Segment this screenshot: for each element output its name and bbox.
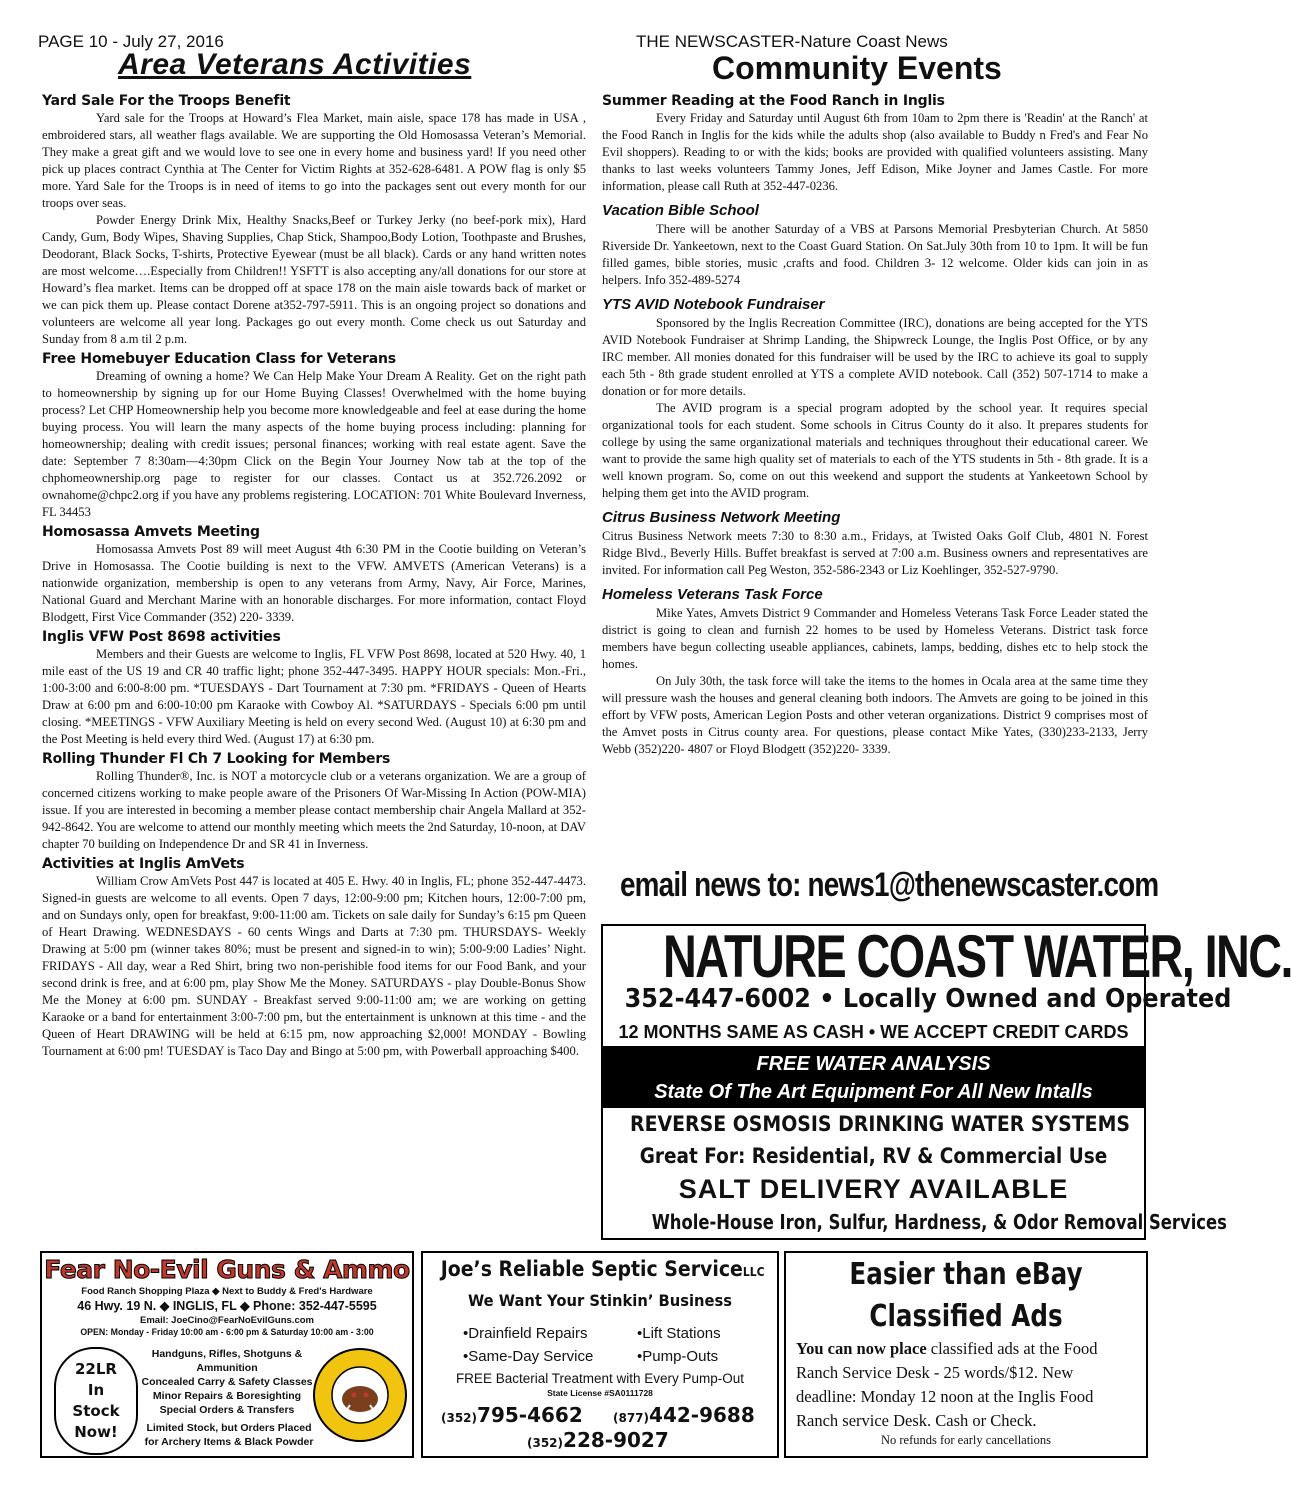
ad-subtitle: Classified Ads <box>869 1299 1063 1334</box>
ad-financing: 12 MONTHS SAME AS CASH • WE ACCEPT CREDIT CARDS <box>618 1022 1129 1042</box>
phone-digits: 442-9688 <box>649 1403 755 1427</box>
archery-note <box>134 1421 324 1449</box>
ad-uses: Great For: Residential, RV & Commercial Use <box>639 1144 1108 1168</box>
service-item: •Same-Day Service <box>463 1348 594 1365</box>
phone-digits: 795-4662 <box>477 1403 583 1427</box>
badge-line: Stock <box>72 1402 120 1420</box>
phone-number[interactable] <box>441 1403 583 1427</box>
article-title: Rolling Thunder Fl Ch 7 Looking for Members <box>42 751 391 767</box>
ad-removal-services: Whole-House Iron, Sulfur, Hardness, & Odor Removal Services <box>651 1210 1227 1234</box>
badge-line: In <box>87 1381 105 1399</box>
ad-black-band <box>603 1046 1144 1108</box>
article-paragraph: Every Friday and Saturday until August 6th from 10am to 2pm there is 'Readin' at the Ranch' at the Food Ranch in Inglis for the kids while the adults shop (also available to Buddy n Fred's and Fear No Evil shoppers). Reading to or with the kids; books are provided with qualified volunteers assisting. Many thanks to last weeks volunteers Tammy Jones, Jeff Edison, Mike Joyner and James Castle. For more information, please call Ruth at 352-447-0236. <box>602 111 1148 193</box>
ad-title-text: Joe’s Reliable Septic Service <box>440 1257 743 1281</box>
phone-digits: 228-9027 <box>563 1428 669 1452</box>
service-item: •Lift Stations <box>637 1325 721 1342</box>
ad-slogan: We Want Your Stinkin’ Business <box>467 1291 733 1310</box>
ad-free-analysis: FREE WATER ANALYSIS <box>756 1053 991 1075</box>
llc-label: LLC <box>742 1265 765 1279</box>
community-column <box>602 92 1148 758</box>
ad-hours: OPEN: Monday - Friday 10:00 am - 6:00 pm & Saturday 10:00 am - 3:00 <box>80 1327 374 1337</box>
area-code: (352) <box>441 1411 478 1425</box>
ad-title: Easier than eBay <box>849 1257 1083 1292</box>
article-title: Activities at Inglis AmVets <box>42 856 245 872</box>
article-title: Vacation Bible School <box>602 202 759 219</box>
veterans-column <box>42 90 586 1060</box>
article-title: Free Homebuyer Education Class for Veterans <box>42 351 396 367</box>
article-paragraph: Members and their Guests are welcome to Inglis, FL VFW Post 8698, located at 520 Hwy. 40, 1 mile east of the US 19 and CR 40 traffic light; phone 352-447-3495. HAPPY HOUR specials: Mon.-Fri., 1:00-3:00 and 6:00-8:00 pm. *TUESDAYS - Dart Tournament at 7:30 pm. *FRIDAYS - Queen of Hearts Draw at 6:00 pm and 6:00-10:00 pm Karaoke with Cowboy Al. *SATURDAYS - Specials 6:00 pm until closing. *MEETINGS - VFW Auxiliary Meeting is held on every second Wed. (August 10) at 6:30 pm and the Post Meeting is held every third Wed. (August 17) at 6:30 pm. <box>42 647 586 746</box>
service-item: •Pump-Outs <box>637 1348 719 1365</box>
section-title-veterans: Area Veterans Activities <box>118 48 472 81</box>
article-paragraph: Citrus Business Network meets 7:30 to 8:30 a.m., Fridays, at Twisted Oaks Golf Club, 4801 N. Forest Ridge Blvd., Beverly Hills. Buffet breakfast is served at 7:00 a.m. Business owners and representatives are invited. For information call Peg Weston, 352-586-2343 or Liz Koehlinger, 352-527-9790. <box>602 529 1148 577</box>
ad-body-lead: You can now place <box>796 1339 927 1358</box>
article-paragraph: Mike Yates, Amvets District 9 Commander and Homeless Veterans Task Force Leader stated the district is going to clean and furnish 22 homes to be used by Homeless Veterans. District task force members have begun collecting useable appliances, cabinets, lamps, bedding, dishes etc to help stock the homes. <box>602 606 1148 671</box>
ad-salt-delivery: SALT DELIVERY AVAILABLE <box>678 1174 1069 1204</box>
ad-email[interactable]: Email: JoeCino@FearNoEvilGuns.com <box>140 1315 314 1326</box>
ad-title: NATURE COAST WATER, INC. <box>662 923 1292 990</box>
phone-number[interactable] <box>613 1403 755 1427</box>
ad-equipment: State Of The Art Equipment For All New Intalls <box>654 1081 1093 1103</box>
classified-ads-ad <box>784 1251 1148 1458</box>
phone-number[interactable] <box>527 1428 669 1452</box>
article-title: Homosassa Amvets Meeting <box>42 524 260 540</box>
fear-no-evil-ad <box>40 1251 414 1458</box>
ad-title: Fear No-Evil Guns & Ammo <box>44 1255 410 1284</box>
license-number: State License #SA0111728 <box>547 1388 653 1398</box>
note-line: for Archery Items & Black Powder <box>144 1436 314 1448</box>
service-item: Handguns, Rifles, Shotguns & Ammunition <box>151 1348 303 1374</box>
article-paragraph: William Crow AmVets Post 447 is located at 405 E. Hwy. 40 in Inglis, FL; phone 352-447-4473. Signed-in guests are welcome to all events. Open 7 days, 12:00-9:00 pm; Kitchen hours, 12:00-7:00 pm, and on Sundays only, open for breakfast, 9:00-11:00 am. Tickets on sale daily for Sunday’s 6:15 pm Queen of Heart Drawing. WEDNESDAYS - 60 cents Wings and Darts at 7:30 pm. THURSDAYS- Weekly Drawing at 5:00 pm (winner takes 80%; must be present and signed-in to win); 5:00-9:00 Ladies’ Night. FRIDAYS - All day, wear a Red Shirt, bring two non-perishible food items for our Food Bank, and your second drink is free, and at 6:00 pm, play Show Me the Money. SATURDAYS - play Double-Bonus Show Me the Money at 6:00 pm. SUNDAY - Breakfast served 9:00-11:00 am; we are working on getting Karaoke or a band for entertainment 3:00-7:00 pm, but the entertainment is unknown at this time - and the Queen of Heart DRAWING will be held at 6:15 pm, now approaching $2,000! MONDAY - Bowling Tournament at 6:00 pm! TUESDAY is Taco Day and Bingo at 5:00 pm, with Powerball approaching $400. <box>42 874 586 1058</box>
badge-line: Now! <box>74 1423 118 1441</box>
article-paragraph: Rolling Thunder®, Inc. is NOT a motorcycle club or a veterans organization. We are a group of concerned citizens working to make people aware of the Prisoners Of War-Missing In Action (POW-MIA) issue. If you are interested in becoming a member please contact membership chair Angela Mallard at 352-942-8642. You are welcome to attend our monthly meeting which meets the 2nd Saturday, 10-noon, at DAV chapter 70 building on Independence Dr and SR 41 in Inverness. <box>42 769 586 851</box>
article-paragraph: Sponsored by the Inglis Recreation Committee (IRC), donations are being accepted for the YTS AVID Notebook Fundraiser at Shrimp Landing, the Shipwreck Lounge, the Inglis Post Office, or by any IRC member. All monies donated for this fundraiser will be used by the IRC to achieve its goal to supply each 5th - 8th grade student enrolled at YTS a complete AVID notebook. Call (352) 507-1714 to make a donation or for more details. <box>602 316 1148 398</box>
refund-note: No refunds for early cancellations <box>880 1433 1052 1447</box>
area-code: (352) <box>527 1436 564 1450</box>
services-list <box>132 1347 322 1417</box>
ad-address-line: Food Ranch Shopping Plaza ◆ Next to Buddy & Fred's Hardware <box>81 1286 373 1297</box>
ad-title <box>440 1257 765 1281</box>
ad-body <box>796 1337 1136 1433</box>
article-paragraph: On July 30th, the task force will take the items to the homes in Ocala area at the same time they will pressure wash the houses and general cleaning both indoors. The Amvets are going to be joined in this effort by VFW posts, American Legion Posts and other veteran organizations. District 9 comprises most of the Amvet posts in Citrus county area. For questions, please contact Mike Yates, (330)233-2133, Jerry Webb (352)220- 4807 or Floyd Blodgett (352)220- 3339. <box>602 674 1148 756</box>
article-title: Inglis VFW Post 8698 activities <box>42 629 281 645</box>
free-treatment: FREE Bacterial Treatment with Every Pump-Out <box>455 1371 745 1386</box>
email-news-banner[interactable]: email news to: news1@thenewscaster.com <box>620 866 1159 904</box>
note-line: Limited Stock, but Orders Placed <box>146 1422 312 1434</box>
stock-badge <box>54 1347 138 1455</box>
badge-line: 22LR <box>75 1360 117 1378</box>
service-item: Concealed Carry & Safety Classes <box>141 1376 313 1388</box>
service-item: Minor Repairs & Boresighting <box>152 1390 302 1402</box>
article-paragraph: Dreaming of owning a home? We Can Help Make Your Dream A Reality. Get on the right path to homeownership by signing up for our Home Buying Classes! Overwhelmed with the home buying process? Let CHP Homeownership help you become more knowledgeable and feel at ease during the home buying process. You will learn the many aspects of the home buying process including: planning for homeownership; dealing with credit issues; personal finances; working with real estate agent. Save the date: September 7 8:30am—4:30pm Click on the Begin Your Journey Now tab at the top of the chphomeownership.org page to register for our classes. Contact us at 352.726.2092 or ownahome@chpc2.org if you have any problems registering. LOCATION: 701 White Boulevard Inverness, FL 34453 <box>42 369 586 519</box>
service-item: Special Orders & Transfers <box>159 1404 295 1416</box>
article-title: Summer Reading at the Food Ranch in Inglis <box>602 93 945 109</box>
article-title: Homeless Veterans Task Force <box>602 586 823 603</box>
service-item: •Drainfield Repairs <box>463 1325 588 1342</box>
article-title: Yard Sale For the Troops Benefit <box>42 93 291 109</box>
ad-phone-line: 46 Hwy. 19 N. ◆ INGLIS, FL ◆ Phone: 352-447-5595 <box>77 1299 377 1313</box>
article-paragraph: There will be another Saturday of a VBS at Parsons Memorial Presbyterian Church. At 5850 Riverside Dr. Yankeetown, next to the Coast Guard Station. On Sat.July 30th from 10 to 1pm. It will be fun filled games, bible stories, music ,crafts and food. Children 3- 12 welcome. Older kids can join in as helpers. Info 352-489-5274 <box>602 222 1148 287</box>
ad-reverse-osmosis: REVERSE OSMOSIS DRINKING WATER SYSTEMS <box>630 1112 1131 1136</box>
article-paragraph: Powder Energy Drink Mix, Healthy Snacks,Beef or Turkey Jerky (no beef-pork mix), Hard Candy, Gum, Body Wipes, Shaving Supplies, Chap Stick, Shampoo,Body Lotion, Toothpaste and Brushes, Deodorant, Black Socks, T-shirts, Protective Eyewear (must be all black). Cards or any hand written notes are most welcome….Especially from Children!! YSFTT is also accepting any/all donations for our store at Howard’s flea market. Items can be dropped off at space 178 on the main aisle towards back of market or we can pick them up. Please contact Dorene at352-797-5911. This is an ongoing project so donations and volunteers are welcome all year long. Packages go out every month. Come check us out Saturday and Sunday from 8 a.m til 2 p.m. <box>42 213 586 346</box>
article-paragraph: The AVID program is a special program adopted by the school year. It requires special organizational tools for each student. Some schools in Citrus County do it also. It prepares students for college by using the same organizational materials and techniques throughout their educational career. We want to provide the same high quality set of materials to each of the YTS students in 5th - 8th grade. It is a well known program. So, come on out this weekend and support the students at Yankeetown School by helping them get into the AVID program. <box>602 401 1148 500</box>
article-title: YTS AVID Notebook Fundraiser <box>602 296 825 313</box>
septic-service-ad <box>421 1251 779 1458</box>
ad-body-text: classified ads at the Food Ranch Service Desk - 25 words/$12. New deadline: Monday 12 noon at the Inglis Food Ranch service Desk. Cash or Check. <box>796 1339 1098 1430</box>
article-paragraph: Yard sale for the Troops at Howard’s Flea Market, main aisle, space 178 has made in USA , embroidered stars, all weather flags available. We are supporting the Old Homosassa Veteran’s Memorial. They make a great gift and we would love to see one in every home and business yard! If you need other pick up places contract Cynthia at The Center for Victim Rights at 352-628-6481. A POW flag is only $5 more. Yard Sale for the Troops is in need of items to go into the packages sent out every month for our troops over seas. <box>42 111 586 210</box>
publication-name: THE NEWSCASTER-Nature Coast News <box>636 32 948 51</box>
section-title-community: Community Events <box>712 50 1002 86</box>
article-title: Citrus Business Network Meeting <box>602 509 841 526</box>
area-code: (877) <box>613 1411 650 1425</box>
ad-phone: 352-447-6002 • Locally Owned and Operated <box>624 984 1232 1014</box>
article-paragraph: Homosassa Amvets Post 89 will meet August 4th 6:30 PM in the Cootie building on Veteran’s Drive in Homosassa. The Cootie building is next to the VFW. AMVETS (American Veterans) is a nationwide organization, membership is open to any veterans from Army, Navy, Air Force, Marines, National Guard and Merchant Marine with an honorable discharges. For more information, contact Floyd Blodgett, First Vice Commander (352) 220- 3339. <box>42 542 586 624</box>
boar-logo-icon <box>310 1341 410 1449</box>
nature-coast-water-ad <box>601 923 1292 1240</box>
page-number-date: PAGE 10 - July 27, 2016 <box>38 32 224 51</box>
